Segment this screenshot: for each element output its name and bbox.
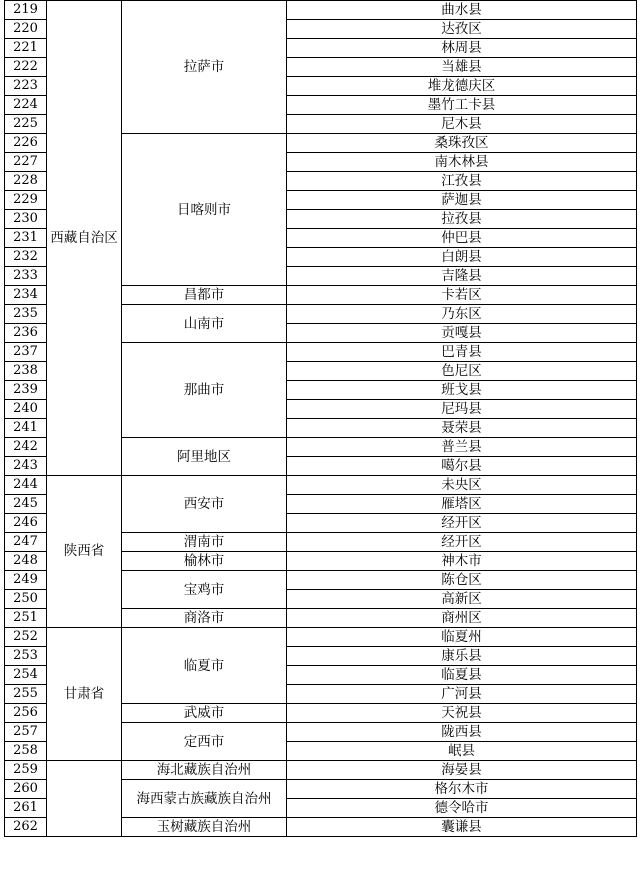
row-number: 257 (5, 723, 47, 742)
city-cell: 拉萨市 (122, 1, 287, 134)
district-cell: 陇西县 (287, 723, 637, 742)
district-cell: 桑珠孜区 (287, 134, 637, 153)
district-cell: 临夏州 (287, 628, 637, 647)
row-number: 262 (5, 818, 47, 837)
city-cell: 日喀则市 (122, 134, 287, 286)
row-number: 249 (5, 571, 47, 590)
row-number: 230 (5, 210, 47, 229)
district-cell: 格尔木市 (287, 780, 637, 799)
row-number: 240 (5, 400, 47, 419)
row-number: 241 (5, 419, 47, 438)
district-cell: 南木林县 (287, 153, 637, 172)
city-cell: 玉树藏族自治州 (122, 818, 287, 837)
district-cell: 岷县 (287, 742, 637, 761)
row-number: 219 (5, 1, 47, 20)
row-number: 235 (5, 305, 47, 324)
row-number: 260 (5, 780, 47, 799)
row-number: 254 (5, 666, 47, 685)
row-number: 234 (5, 286, 47, 305)
city-cell: 临夏市 (122, 628, 287, 704)
row-number: 222 (5, 58, 47, 77)
district-cell: 当雄县 (287, 58, 637, 77)
district-cell: 拉孜县 (287, 210, 637, 229)
row-number: 244 (5, 476, 47, 495)
district-cell: 仲巴县 (287, 229, 637, 248)
district-cell: 白朗县 (287, 248, 637, 267)
city-cell: 阿里地区 (122, 438, 287, 476)
table-row (5, 1, 637, 20)
province-cell: 甘肃省 (47, 628, 122, 761)
row-number: 226 (5, 134, 47, 153)
district-cell: 经开区 (287, 533, 637, 552)
district-cell: 萨迦县 (287, 191, 637, 210)
district-cell: 商州区 (287, 609, 637, 628)
row-number: 221 (5, 39, 47, 58)
district-cell: 尼玛县 (287, 400, 637, 419)
row-number: 255 (5, 685, 47, 704)
region-table (4, 0, 637, 837)
row-number: 252 (5, 628, 47, 647)
district-cell: 聂荣县 (287, 419, 637, 438)
city-cell: 那曲市 (122, 343, 287, 438)
row-number: 242 (5, 438, 47, 457)
district-cell: 未央区 (287, 476, 637, 495)
district-cell: 班戈县 (287, 381, 637, 400)
district-cell: 德令哈市 (287, 799, 637, 818)
row-number: 228 (5, 172, 47, 191)
city-cell: 商洛市 (122, 609, 287, 628)
district-cell: 天祝县 (287, 704, 637, 723)
row-number: 250 (5, 590, 47, 609)
row-number: 258 (5, 742, 47, 761)
district-cell: 普兰县 (287, 438, 637, 457)
row-number: 246 (5, 514, 47, 533)
district-cell: 陈仓区 (287, 571, 637, 590)
district-cell: 噶尔县 (287, 457, 637, 476)
row-number: 245 (5, 495, 47, 514)
district-cell: 囊谦县 (287, 818, 637, 837)
row-number: 233 (5, 267, 47, 286)
district-cell: 卡若区 (287, 286, 637, 305)
city-cell: 山南市 (122, 305, 287, 343)
district-cell: 雁塔区 (287, 495, 637, 514)
row-number: 227 (5, 153, 47, 172)
district-cell: 江孜县 (287, 172, 637, 191)
district-cell: 色尼区 (287, 362, 637, 381)
city-cell: 海西蒙古族藏族自治州 (122, 780, 287, 818)
table-row (5, 476, 637, 495)
district-cell: 临夏县 (287, 666, 637, 685)
row-number: 259 (5, 761, 47, 780)
row-number: 220 (5, 20, 47, 39)
row-number: 232 (5, 248, 47, 267)
row-number: 231 (5, 229, 47, 248)
row-number: 229 (5, 191, 47, 210)
district-cell: 林周县 (287, 39, 637, 58)
district-cell: 堆龙德庆区 (287, 77, 637, 96)
district-cell: 吉隆县 (287, 267, 637, 286)
province-cell: 陕西省 (47, 476, 122, 628)
city-cell: 海北藏族自治州 (122, 761, 287, 780)
city-cell: 昌都市 (122, 286, 287, 305)
district-cell: 巴青县 (287, 343, 637, 362)
district-cell: 神木市 (287, 552, 637, 571)
city-cell: 西安市 (122, 476, 287, 533)
city-cell: 宝鸡市 (122, 571, 287, 609)
district-cell: 尼木县 (287, 115, 637, 134)
region-table-body (4, 0, 637, 837)
row-number: 238 (5, 362, 47, 381)
province-cell: 西藏自治区 (47, 1, 122, 476)
row-number: 237 (5, 343, 47, 362)
row-number: 225 (5, 115, 47, 134)
city-cell: 榆林市 (122, 552, 287, 571)
row-number: 247 (5, 533, 47, 552)
district-cell: 康乐县 (287, 647, 637, 666)
city-cell: 定西市 (122, 723, 287, 761)
city-cell: 武威市 (122, 704, 287, 723)
district-cell: 高新区 (287, 590, 637, 609)
row-number: 256 (5, 704, 47, 723)
row-number: 261 (5, 799, 47, 818)
city-cell: 渭南市 (122, 533, 287, 552)
district-cell: 墨竹工卡县 (287, 96, 637, 115)
district-cell: 经开区 (287, 514, 637, 533)
row-number: 243 (5, 457, 47, 476)
district-cell: 乃东区 (287, 305, 637, 324)
district-cell: 海晏县 (287, 761, 637, 780)
district-cell: 贡嘎县 (287, 324, 637, 343)
row-number: 251 (5, 609, 47, 628)
row-number: 236 (5, 324, 47, 343)
row-number: 239 (5, 381, 47, 400)
row-number: 248 (5, 552, 47, 571)
district-cell: 广河县 (287, 685, 637, 704)
table-row (5, 761, 637, 780)
district-cell: 曲水县 (287, 1, 637, 20)
province-cell (47, 761, 122, 837)
row-number: 223 (5, 77, 47, 96)
row-number: 253 (5, 647, 47, 666)
table-row (5, 628, 637, 647)
row-number: 224 (5, 96, 47, 115)
district-cell: 达孜区 (287, 20, 637, 39)
